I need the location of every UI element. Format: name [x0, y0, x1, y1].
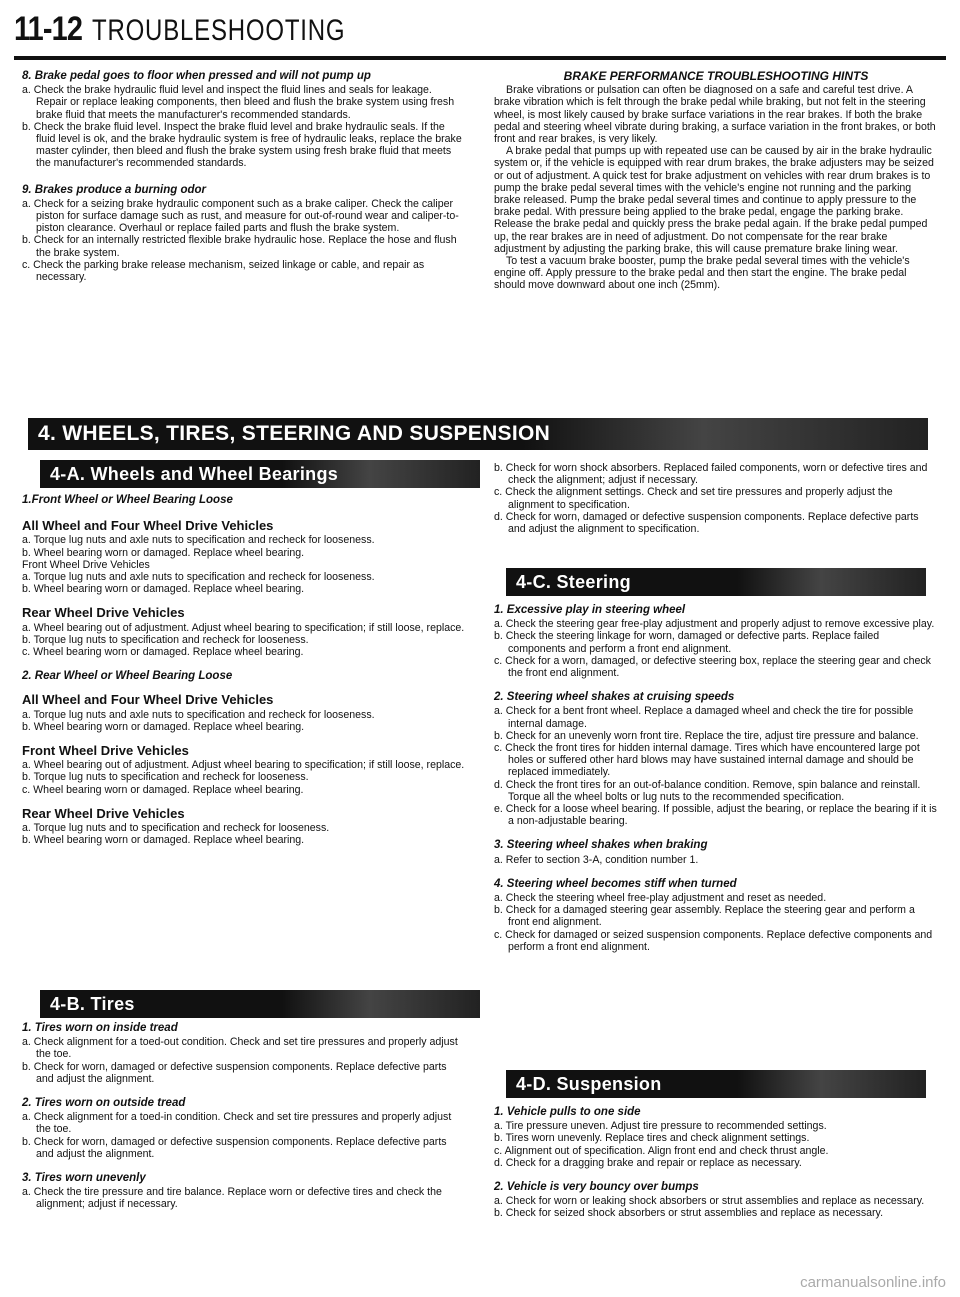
list-item: b. Tires worn unevenly. Replace tires and check alignment settings.	[494, 1132, 810, 1145]
page-header	[14, 10, 409, 54]
suspension-column	[494, 1106, 938, 1220]
subheading-rwd: Rear Wheel Drive Vehicles	[22, 805, 185, 821]
heading-inside-tread: 1. Tires worn on inside tread	[22, 1022, 178, 1034]
list-item: d. Check the front tires for an out-of-balance condition. Remove, spin balance and reinstall. Torque all the wheel bolts or lug nuts to the recommended specification.	[494, 778, 921, 803]
list-item: b. Wheel bearing worn or damaged. Replace wheel bearing.	[22, 720, 305, 733]
list-item: a. Refer to section 3-A, condition number 1.	[494, 853, 699, 866]
list-item: a. Check alignment for a toed-in condition. Check and set tire pressures and properly adjust the toe.	[22, 1111, 452, 1136]
section-4-title: 4. WHEELS, TIRES, STEERING AND SUSPENSION	[38, 422, 551, 445]
heading-shakes-cruising: 2. Steering wheel shakes at cruising speeds	[494, 691, 735, 704]
brakes-left-column	[22, 70, 462, 283]
list-item: a. Check the steering wheel free-play adjustment and reset as needed.	[494, 892, 827, 905]
subheading-fwd: Front Wheel Drive Vehicles	[22, 743, 189, 759]
list-item: d. Check for worn, damaged or defective suspension components. Replace defective parts and adjust the alignment to specification.	[494, 510, 919, 536]
header-rule	[14, 56, 946, 60]
list-item: a. Check the brake hydraulic fluid level and inspect the fluid lines and seals for leakage. Repair or replace leaking components, then bleed and flush the brake system using fresh brake fluid that meets the manufacturer's recommended standards.	[22, 84, 455, 121]
list-item: b. Wheel bearing worn or damaged. Replace wheel bearing.	[22, 583, 305, 596]
list-item: c. Wheel bearing worn or damaged. Replace wheel bearing.	[22, 646, 304, 659]
heading-pulls-one-side: 1. Vehicle pulls to one side	[494, 1106, 641, 1118]
list-item: c. Check the parking brake release mechanism, seized linkage or cable, and repair as necessary.	[22, 258, 425, 284]
list-item: a. Check the steering gear free-play adjustment and properly adjust to remove excessive play.	[494, 618, 935, 631]
list-item: b. Check for an internally restricted flexible brake hydraulic hose. Replace the hose and flush the brake system.	[22, 234, 457, 259]
paragraph: To test a vacuum brake booster, pump the brake pedal several times with the vehicle's engine off. Apply pressure to the brake pedal and then start the engine. The brake pedal should move downward about one inch (25mm).	[494, 255, 910, 292]
subheading-rwd: Rear Wheel Drive Vehicles	[22, 605, 185, 621]
heading-outside-tread: 2. Tires worn on outside tread	[22, 1097, 186, 1110]
heading-bouncy: 2. Vehicle is very bouncy over bumps	[494, 1181, 699, 1194]
list-item: a. Wheel bearing out of adjustment. Adjust wheel bearing to specification; if still loose, replace.	[22, 621, 465, 634]
list-item: a. Check alignment for a toed-out condition. Check and set tire pressures and properly adjust the toe.	[22, 1036, 458, 1061]
section-4a-title: 4-A. Wheels and Wheel Bearings	[50, 463, 339, 484]
list-item: a. Wheel bearing out of adjustment. Adjust wheel bearing to specification; if still loose, replace.	[22, 759, 465, 772]
list-item: a. Torque lug nuts and axle nuts to specification and recheck for looseness.	[22, 571, 375, 584]
heading-front-wheel-loose: 1.Front Wheel or Wheel Bearing Loose	[22, 494, 233, 506]
list-item: c. Check for damaged or seized suspension components. Replace defective components and perform a front end alignment.	[494, 928, 933, 953]
list-item: d. Check for a dragging brake and repair or replace as necessary.	[494, 1156, 802, 1169]
list-item: a. Torque lug nuts and axle nuts to specification and recheck for looseness.	[22, 708, 375, 721]
list-item: b. Check for worn shock absorbers. Replaced failed components, worn or defective tires and check the alignment; adjust if necessary.	[494, 462, 928, 487]
list-item: c. Check for a worn, damaged, or defective steering box, replace the steering gear and check the front end alignment.	[494, 654, 931, 680]
list-item: a. Torque lug nuts and to specification and recheck for looseness.	[22, 822, 330, 835]
watermark: carmanualsonline.info	[800, 1274, 946, 1291]
section-4d-title: 4-D. Suspension	[516, 1073, 662, 1094]
list-item: a. Check for a seizing brake hydraulic component such as a brake caliper. Check the caliper piston for surface damage such as rust, and measure for out-of-round wear and caliper-to-piston clearance. Overhaul or replace failed parts and flush the brake system.	[22, 197, 459, 235]
brake-hints-column	[494, 70, 938, 292]
list-item: b. Torque lug nuts to specification and recheck for looseness.	[22, 771, 309, 784]
section-4-banner	[28, 418, 928, 450]
list-item: e. Check for a loose wheel bearing. If possible, adjust the bearing, or replace the bearing if it is a non-adjustable bearing.	[494, 803, 937, 828]
list-item: c. Alignment out of specification. Align front end and check thrust angle.	[494, 1144, 829, 1157]
section-4c-title: 4-C. Steering	[516, 571, 631, 592]
list-item: c. Check the front tires for hidden internal damage. Tires which have encountered large pot holes or suffered other hard blows may have sustained internal damage and should be replaced immediately.	[494, 742, 920, 779]
brake-hints-title: BRAKE PERFORMANCE TROUBLESHOOTING HINTS	[563, 69, 869, 83]
subheading-awd: All Wheel and Four Wheel Drive Vehicles	[22, 692, 274, 708]
section-4a-banner	[40, 460, 480, 488]
wheels-tires-column	[22, 494, 466, 846]
heading-rear-wheel-loose: 2. Rear Wheel or Wheel Bearing Loose	[22, 670, 233, 683]
list-item: a. Check for a bent front wheel. Replace a damaged wheel and check the tire for possible internal damage.	[494, 705, 914, 730]
list-item: c. Check the alignment settings. Check and set tire pressures and properly adjust the alignment to specification.	[494, 486, 893, 511]
steering-column	[494, 604, 938, 953]
page-title: TROUBLESHOOTING	[92, 14, 346, 47]
section-4b-banner	[40, 990, 480, 1018]
page-number: 11-12	[14, 10, 83, 48]
heading-excessive-play: 1. Excessive play in steering wheel	[494, 604, 686, 616]
subheading-fwd-plain: Front Wheel Drive Vehicles	[22, 558, 150, 571]
section-4d-banner	[506, 1070, 926, 1098]
heading-burning-odor: 9. Brakes produce a burning odor	[22, 183, 207, 196]
list-item: a. Tire pressure uneven. Adjust tire pressure to recommended settings.	[494, 1120, 827, 1133]
paragraph: A brake pedal that pumps up with repeated use can be caused by air in the brake hydraulic system or, if the vehicle is equipped with rear drum brakes, the brake adjusters may be seized or out of adjustment. A quick test for brake adjustment on vehicles with rear drum brakes is to pump the brake pedal several times with the vehicle's engine not running and the parking brake released. Pump the brake pedal several times and continue to apply pressure to the brake pedal. With pressure being applied to the brake pedal, engage the parking brake. Release the brake pedal and quickly press the brake pedal again. If the brake pedal pumped up, the rear brakes are in need of adjustment. Do not compensate for the rear brake adjustment by adjusting the parking brake, this will cause premature brake lining wear.	[494, 145, 934, 255]
list-item: b. Check for worn, damaged or defective suspension components. Replace defective parts and adjust the alignment.	[22, 1060, 447, 1085]
tires-column	[22, 1022, 466, 1211]
subheading-awd: All Wheel and Four Wheel Drive Vehicles	[22, 518, 274, 534]
list-item: b. Wheel bearing worn or damaged. Replace wheel bearing.	[22, 834, 305, 847]
section-4b-title: 4-B. Tires	[50, 993, 135, 1014]
list-item: b. Torque lug nuts to specification and recheck for looseness.	[22, 633, 309, 646]
heading-shakes-braking: 3. Steering wheel shakes when braking	[494, 839, 708, 852]
list-item: b. Check for an unevenly worn front tire. Replace the tire, adjust tire pressure and balance.	[494, 729, 919, 742]
section-4c-banner	[506, 568, 926, 596]
list-item: b. Check the brake fluid level. Inspect the brake fluid level and brake hydraulic seals. If the fluid level is ok, and the brake hydraulic system is free of hydraulic leaks, replace the brake master cylinder, then bleed and flush the brake system using fresh brake fluid that meets the manufacturer's recommended standards.	[22, 120, 462, 170]
list-item: b. Check for seized shock absorbers or strut assemblies and replace as necessary.	[494, 1207, 884, 1220]
list-item: a. Check the tire pressure and tire balance. Replace worn or defective tires and check the alignment; adjust if necessary.	[22, 1186, 442, 1211]
heading-worn-unevenly: 3. Tires worn unevenly	[22, 1172, 146, 1185]
list-item: b. Check for a damaged steering gear assembly. Replace the steering gear and perform a front end alignment.	[494, 904, 915, 929]
heading-brake-pedal-floor: 8. Brake pedal goes to floor when pressed and will not pump up	[22, 70, 371, 82]
paragraph: Brake vibrations or pulsation can often be diagnosed on a safe and careful test drive. A brake vibration which is felt through the brake pedal while braking, but not felt in the steering wheel, is most likely caused by brake surface variations in the rear brakes. If both the brake pedal and steering wheel vibrate during braking, a surface variation in the front brakes, or both front and rear brakes, is very likely.	[494, 84, 936, 146]
list-item: b. Check for worn, damaged or defective suspension components. Replace defective parts and adjust the alignment.	[22, 1135, 447, 1160]
list-item: c. Wheel bearing worn or damaged. Replace wheel bearing.	[22, 783, 304, 796]
list-item: b. Wheel bearing worn or damaged. Replace wheel bearing.	[22, 546, 305, 559]
list-item: a. Check for worn or leaking shock absorbers or strut assemblies and replace as necessary.	[494, 1195, 925, 1208]
list-item: b. Check the steering linkage for worn, damaged or defective parts. Replace failed components and perform a front end alignment.	[494, 630, 880, 655]
heading-stiff-turning: 4. Steering wheel becomes stiff when turned	[494, 877, 737, 890]
tires-continued-column	[494, 462, 938, 535]
list-item: a. Torque lug nuts and axle nuts to specification and recheck for looseness.	[22, 534, 375, 547]
